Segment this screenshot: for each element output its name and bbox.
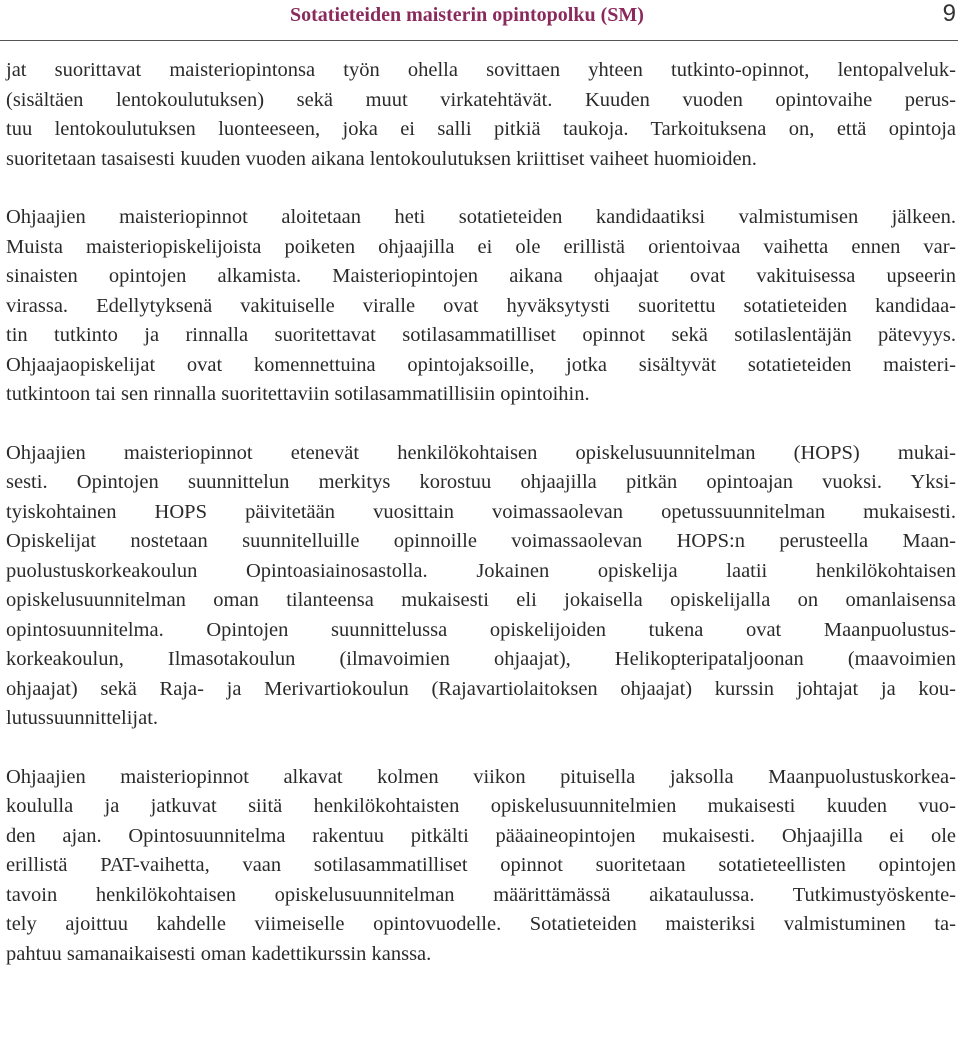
text-line: pahtuu samanaikaisesti oman kadettikurssin kanssa.	[6, 942, 432, 965]
paragraph	[6, 203, 956, 410]
text-line: den ajan. Opintosuunnitelma rakentuu pitkälti pääaineopintojen mukaisesti. Ohjaajilla ei ole	[6, 824, 956, 847]
text-line: Ohjaajien maisteriopinnot etenevät henkilökohtaisen opiskelusuunnitelman (HOPS) mukai-	[6, 441, 956, 464]
paragraph	[6, 439, 956, 734]
text-line: virassa. Edellytyksenä vakituiselle viralle ovat hyväksytysti suoritettu sotatieteiden kandidaa-	[6, 294, 956, 317]
text-line: tuu lentokoulutuksen luonteeseen, joka ei salli pitkiä taukoja. Tarkoituksena on, että opintoja	[6, 118, 956, 140]
text-line: opiskelusuunnitelman oman tilanteensa mukaisesti eli jokaisella opiskelijalla on omanlaisensa	[6, 589, 956, 611]
text-line: puolustuskorkeakoulun Opintoasiainosastolla. Jokainen opiskelija laatii henkilökohtaisen	[6, 559, 956, 582]
body-text	[6, 56, 956, 969]
paragraph-gap	[6, 734, 956, 763]
paragraph	[6, 56, 956, 174]
text-line: tutkintoon tai sen rinnalla suoritettaviin sotilasammatillisiin opintoihin.	[6, 383, 590, 405]
text-line: suoritetaan tasaisesti kuuden vuoden aikana lentokoulutuksen kriittiset vaiheet huomioiden.	[6, 147, 757, 170]
paragraph-gap	[6, 174, 956, 203]
text-line: jat suorittavat maisteriopintonsa työn ohella sovittaen yhteen tutkinto-opinnot, lentopalveluk-	[6, 59, 956, 81]
text-line: ohjaajat) sekä Raja- ja Merivartiokoulun (Rajavartiolaitoksen ohjaajat) kurssin johtajat ja kou-	[6, 677, 956, 700]
text-line: Ohjaajaopiskelijat ovat komennettuina opintojaksoille, jotka sisältyvät sotatieteiden maisteri-	[6, 353, 956, 376]
text-line: erillistä PAT-vaihetta, vaan sotilasammatilliset opinnot suoritetaan sotatieteellisten opintojen	[6, 854, 956, 876]
page-number: 9	[942, 0, 956, 27]
text-line: sesti. Opintojen suunnittelun merkitys korostuu ohjaajilla pitkän opintoajan vuoksi. Yksi-	[6, 471, 956, 493]
text-line: Muista maisteriopiskelijoista poiketen ohjaajilla ei ole erillistä orientoivaa vaihetta ennen var-	[6, 235, 956, 258]
text-line: tavoin henkilökohtaisen opiskelusuunnitelman määrittämässä aikataulussa. Tutkimustyöskente-	[6, 883, 956, 906]
text-line: sinaisten opintojen alkamista. Maisteriopintojen aikana ohjaajat ovat vakituisessa upseerin	[6, 265, 956, 287]
text-line: tin tutkinto ja rinnalla suoritettavat sotilasammatilliset opinnot sekä sotilaslentäjän pätevyys.	[6, 324, 956, 346]
page-header	[0, 0, 960, 42]
text-line: tyiskohtainen HOPS päivitetään vuosittain voimassaolevan opetussuunnitelman mukaisesti.	[6, 500, 956, 523]
text-line: korkeakoulun, Ilmasotakoulun (ilmavoimien ohjaajat), Helikopteripataljoonan (maavoimien	[6, 648, 956, 670]
paragraph	[6, 763, 956, 970]
text-line: Ohjaajien maisteriopinnot alkavat kolmen viikon pituisella jaksolla Maanpuolustuskorkea-	[6, 765, 956, 788]
text-line: Opiskelijat nostetaan suunnitelluille opinnoille voimassaolevan HOPS:n perusteella Maan-	[6, 530, 956, 552]
text-line: lutussuunnittelijat.	[6, 707, 159, 729]
text-line: (sisältäen lentokoulutuksen) sekä muut virkatehtävät. Kuuden vuoden opintovaihe perus-	[6, 88, 956, 111]
paragraph-gap	[6, 410, 956, 439]
header-rule	[0, 40, 958, 41]
running-title: Sotatieteiden maisterin opintopolku (SM)	[290, 4, 644, 26]
text-line: Ohjaajien maisteriopinnot aloitetaan heti sotatieteiden kandidaatiksi valmistumisen jälkeen.	[6, 206, 956, 228]
text-line: tely ajoittuu kahdelle viimeiselle opintovuodelle. Sotatieteiden maisteriksi valmistuminen ta-	[6, 913, 956, 935]
text-line: opintosuunnitelma. Opintojen suunnittelussa opiskelijoiden tukena ovat Maanpuolustus-	[6, 618, 956, 641]
text-line: koululla ja jatkuvat siitä henkilökohtaisten opiskelusuunnitelmien mukaisesti kuuden vuo-	[6, 795, 956, 817]
